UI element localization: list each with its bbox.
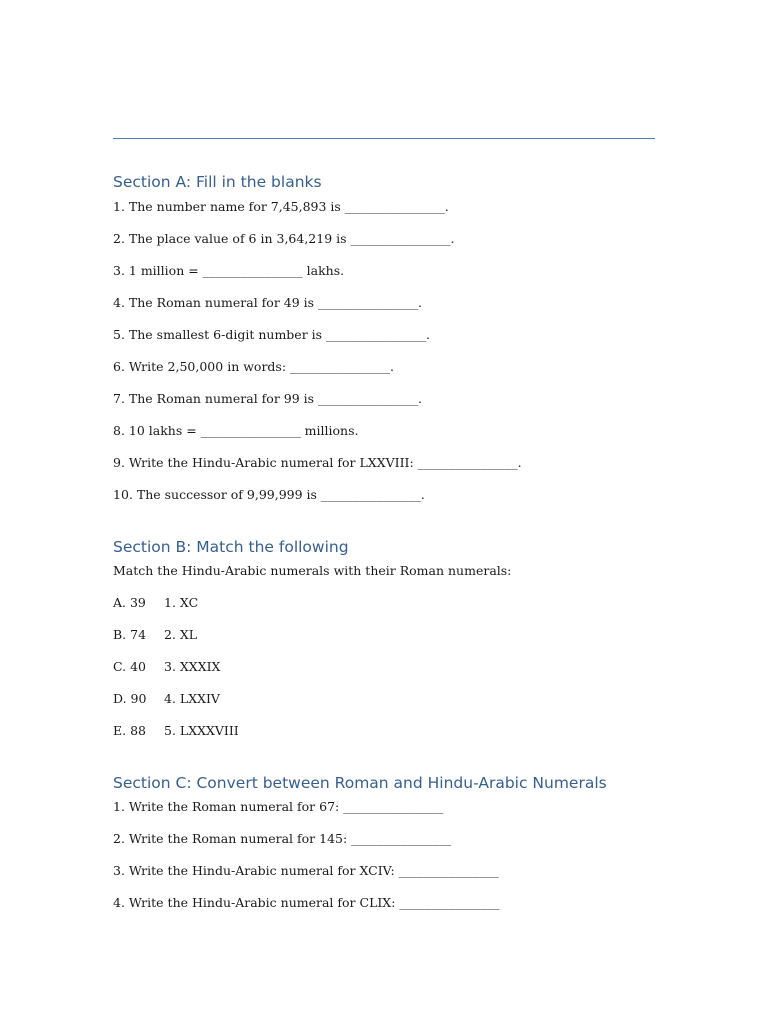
section-c-item: 1. Write the Roman numeral for 67: ________________ bbox=[113, 799, 444, 814]
match-left-item: A. 39 bbox=[113, 595, 146, 610]
section-a-item: 3. 1 million = ________________ lakhs. bbox=[113, 263, 345, 278]
match-left-item: D. 90 bbox=[113, 691, 147, 706]
section-a-item: 4. The Roman numeral for 49 is ________________. bbox=[113, 295, 423, 310]
section-c-item: 3. Write the Hindu-Arabic numeral for XCIV: ________________ bbox=[113, 863, 499, 878]
match-right-item: 3. XXXIX bbox=[164, 659, 221, 674]
match-right-item: 4. LXXIV bbox=[164, 691, 220, 706]
section-c-heading: Section C: Convert between Roman and Hindu-Arabic Numerals bbox=[113, 774, 607, 792]
match-left-item: E. 88 bbox=[113, 723, 146, 738]
section-a-item: 6. Write 2,50,000 in words: ________________. bbox=[113, 359, 394, 374]
section-a-item: 1. The number name for 7,45,893 is ________________. bbox=[113, 199, 449, 214]
section-a-heading: Section A: Fill in the blanks bbox=[113, 173, 322, 191]
section-c-item: 4. Write the Hindu-Arabic numeral for CLIX: ________________ bbox=[113, 895, 500, 910]
match-right-item: 5. LXXXVIII bbox=[164, 723, 239, 738]
section-b-instruction: Match the Hindu-Arabic numerals with their Roman numerals: bbox=[113, 563, 512, 578]
match-left-item: B. 74 bbox=[113, 627, 147, 642]
section-c-item: 2. Write the Roman numeral for 145: ________________ bbox=[113, 831, 452, 846]
section-a-item: 5. The smallest 6-digit number is ________________. bbox=[113, 327, 431, 342]
section-a-item: 8. 10 lakhs = ________________ millions. bbox=[113, 423, 359, 438]
match-left-item: C. 40 bbox=[113, 659, 146, 674]
header-divider bbox=[113, 138, 655, 139]
section-b-heading: Section B: Match the following bbox=[113, 538, 349, 556]
section-a-item: 7. The Roman numeral for 99 is ________________. bbox=[113, 391, 423, 406]
section-a-item: 10. The successor of 9,99,999 is ________________. bbox=[113, 487, 425, 502]
match-right-item: 2. XL bbox=[164, 627, 198, 642]
section-a-item: 9. Write the Hindu-Arabic numeral for LXXVIII: ________________. bbox=[113, 455, 522, 470]
section-a-item: 2. The place value of 6 in 3,64,219 is ________________. bbox=[113, 231, 455, 246]
match-right-item: 1. XC bbox=[164, 595, 199, 610]
